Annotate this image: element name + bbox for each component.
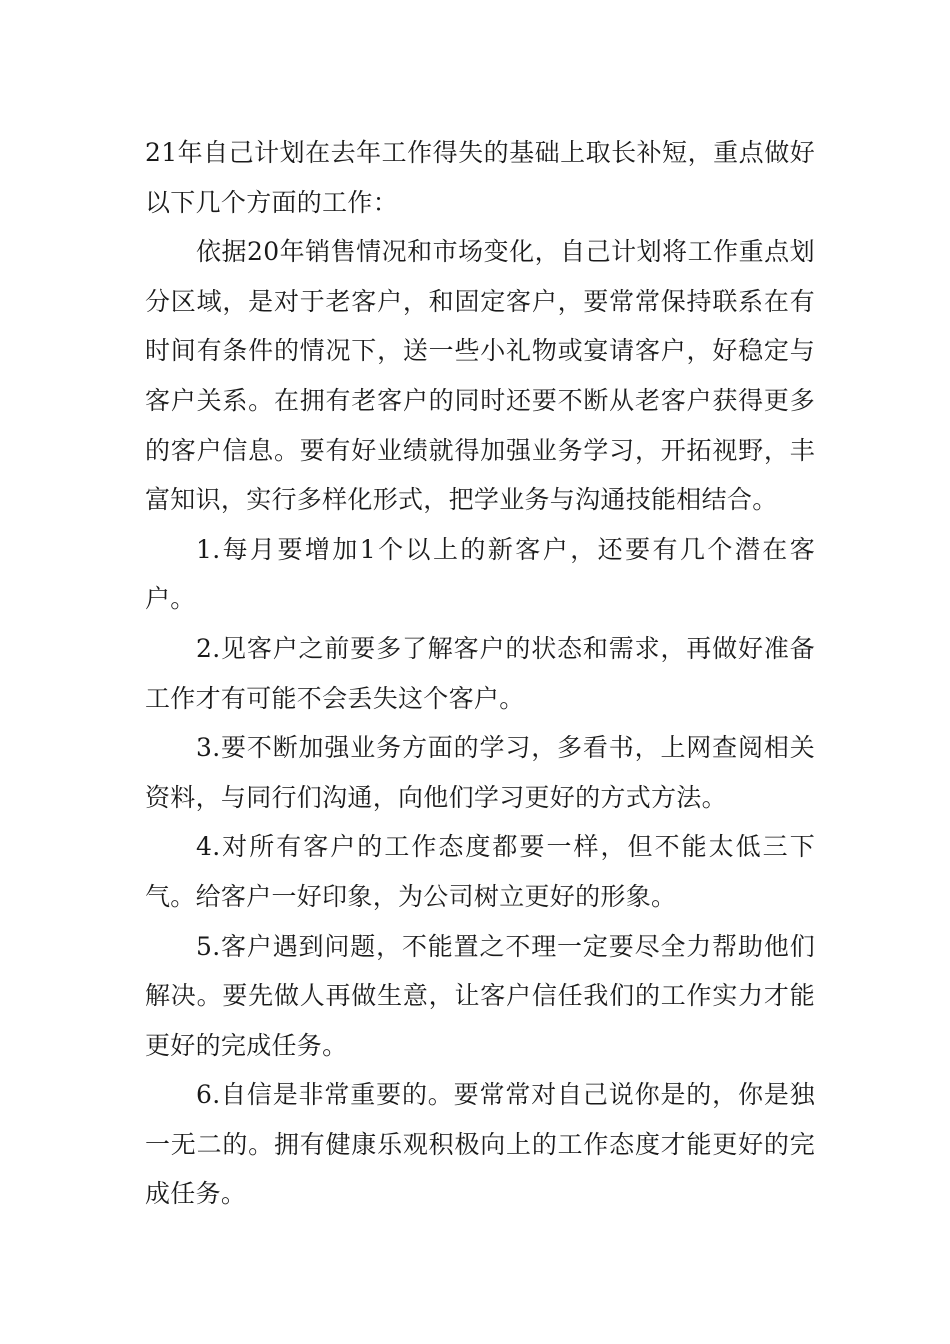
paragraph-item-3: 3.要不断加强业务方面的学习，多看书，上网查阅相关资料，与同行们沟通，向他们学习更好的方式方法。 <box>145 733 815 812</box>
paragraph-item-6: 6.自信是非常重要的。要常常对自己说你是的，你是独一无二的。拥有健康乐观积极向上的工作态度才能更好的完成任务。 <box>145 1080 815 1209</box>
paragraph-item-5: 5.客户遇到问题，不能置之不理一定要尽全力帮助他们解决。要先做人再做生意，让客户信任我们的工作实力才能更好的完成任务。 <box>145 931 815 1060</box>
paragraph-item-4: 4.对所有客户的工作态度都要一样，但不能太低三下气。给客户一好印象，为公司树立更好的形象。 <box>145 832 815 911</box>
document-body <box>145 128 815 1219</box>
paragraph-item-1: 1.每月要增加1个以上的新客户，还要有几个潜在客户。 <box>145 534 815 614</box>
paragraph-plan: 依据20年销售情况和市场变化，自己计划将工作重点划分区域，是对于老客户，和固定客户，要常常保持联系在有时间有条件的情况下，送一些小礼物或宴请客户，好稳定与客户关系。在拥有老客户的同时还要不断从老客户获得更多的客户信息。要有好业绩就得加强业务学习，开拓视野，丰富知识，实行多样化形式，把学业务与沟通技能相结合。 <box>145 237 815 515</box>
paragraph-item-2: 2.见客户之前要多了解客户的状态和需求，再做好准备工作才有可能不会丢失这个客户。 <box>145 633 815 713</box>
paragraph-intro: 21年自己计划在去年工作得失的基础上取长补短，重点做好以下几个方面的工作： <box>145 138 815 217</box>
